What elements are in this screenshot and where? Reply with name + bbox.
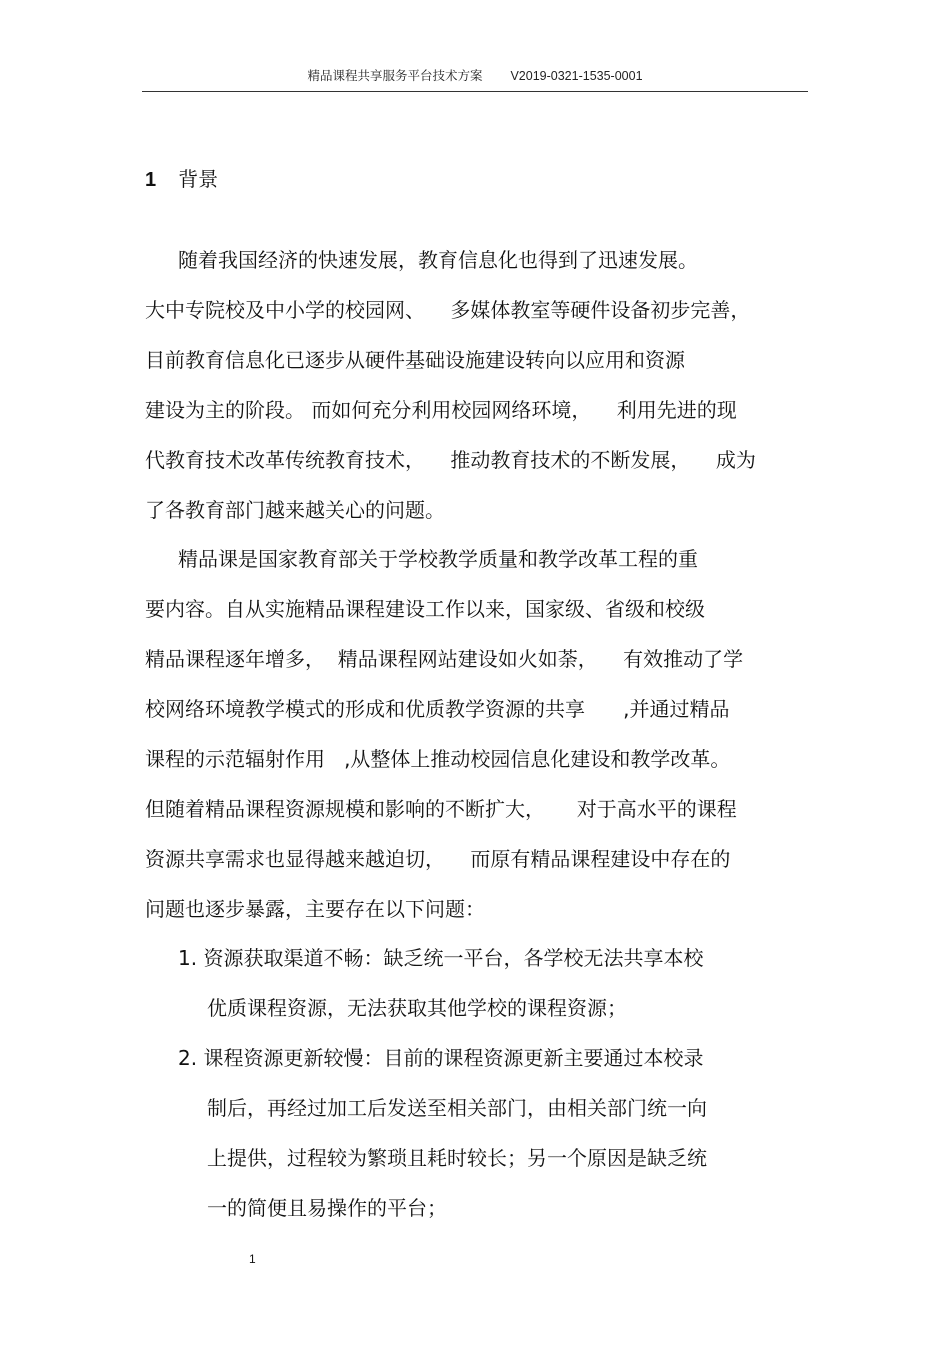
header-title: 精品课程共享服务平台技术方案: [307, 68, 483, 83]
body-line: 要内容。自从实施精品课程建设工作以来，国家级、省级和校级: [145, 597, 705, 621]
body-line: 随着我国经济的快速发展，教育信息化也得到了迅速发展。: [178, 248, 698, 272]
list-item-2-line: 制后，再经过加工后发送至相关部门，由相关部门统一向: [207, 1096, 707, 1120]
body-line: 精品课程逐年增多， 精品课程网站建设如火如荼， 有效推动了学: [145, 647, 744, 671]
body-line: 课程的示范辐射作用 ,从整体上推动校园信息化建设和教学改革。: [145, 747, 731, 771]
section-heading: [145, 163, 218, 192]
body-line: 问题也逐步暴露，主要存在以下问题：: [145, 897, 485, 921]
body-line: 建设为主的阶段。 而如何充分利用校园网络环境， 利用先进的现: [145, 398, 737, 422]
body-line: 目前教育信息化已逐步从硬件基础设施建设转向以应用和资源: [145, 348, 685, 372]
body-line: 校网络环境教学模式的形成和优质教学资源的共享 ,并通过精品: [145, 697, 730, 721]
list-item-2-line: 一的简便且易操作的平台；: [207, 1196, 447, 1220]
page-number: 1: [249, 1252, 256, 1266]
body-line: 代教育技术改革传统教育技术， 推动教育技术的不断发展， 成为: [145, 448, 756, 472]
body-line: 了各教育部门越来越关心的问题。: [145, 498, 445, 522]
section-title: 背景: [178, 167, 219, 191]
list-item-2-line: 上提供，过程较为繁琐且耗时较长；另一个原因是缺乏统: [207, 1146, 707, 1170]
header-version: V2019-0321-1535-0001: [510, 69, 643, 83]
body-line: 大中专院校及中小学的校园网、 多媒体教室等硬件设备初步完善，: [145, 298, 751, 322]
body-line: 但随着精品课程资源规模和影响的不断扩大， 对于高水平的课程: [145, 797, 737, 821]
body-line: 精品课是国家教育部关于学校教学质量和教学改革工程的重: [178, 547, 698, 571]
running-header: [0, 66, 950, 84]
body-line: 资源共享需求也显得越来越迫切， 而原有精品课程建设中存在的: [145, 847, 731, 871]
header-rule: [142, 91, 808, 92]
list-item-1-line: 1. 资源获取渠道不畅：缺乏统一平台，各学校无法共享本校: [178, 946, 704, 970]
section-number: 1: [145, 169, 157, 191]
list-item-1-line: 优质课程资源，无法获取其他学校的课程资源；: [207, 996, 627, 1020]
list-item-2-line: 2. 课程资源更新较慢：目前的课程资源更新主要通过本校录: [178, 1046, 704, 1070]
